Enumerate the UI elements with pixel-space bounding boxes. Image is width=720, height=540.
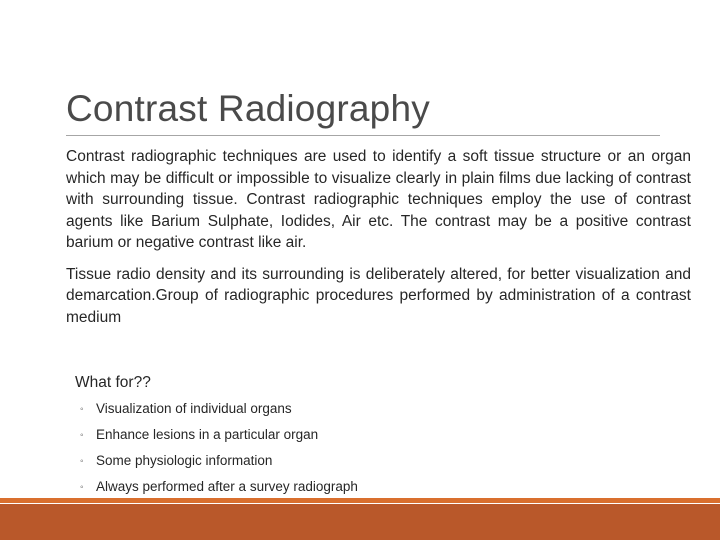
what-for-heading: What for?? xyxy=(75,374,151,391)
list-item xyxy=(80,396,358,422)
footer-accent-line xyxy=(0,498,720,503)
slide-body xyxy=(66,146,691,328)
bullet-text: Visualization of individual organs xyxy=(96,401,292,416)
footer-bar xyxy=(0,504,720,540)
bullet-circle-icon: ◦ xyxy=(80,430,84,441)
bullet-circle-icon: ◦ xyxy=(80,482,84,493)
slide-title: Contrast Radiography xyxy=(66,88,430,129)
bullet-list xyxy=(80,396,358,500)
list-item xyxy=(80,422,358,448)
paragraph-density: Tissue radio density and its surrounding is deliberately altered, for better visualization and demarcation.Group of radiographic procedures performed by administration of a contrast medium xyxy=(66,265,691,326)
bullet-text: Some physiologic information xyxy=(96,453,273,468)
bullet-text: Enhance lesions in a particular organ xyxy=(96,427,319,442)
bullet-text: Always performed after a survey radiograph xyxy=(96,479,358,494)
paragraph-intro: Contrast radiographic techniques are used to identify a soft tissue structure or an organ which may be difficult or impossible to visualize clearly in plain films due lacking of contrast with surrounding tissue. Contrast radiographic techniques employ the use of contrast agents like Barium Sulphate, Iodides, Air etc. The contrast may be a positive contrast barium or negative contrast like air. xyxy=(66,148,691,251)
bullet-circle-icon: ◦ xyxy=(80,456,84,467)
list-item xyxy=(80,474,358,500)
list-item xyxy=(80,448,358,474)
bullet-circle-icon: ◦ xyxy=(80,404,84,415)
title-divider xyxy=(66,135,660,136)
